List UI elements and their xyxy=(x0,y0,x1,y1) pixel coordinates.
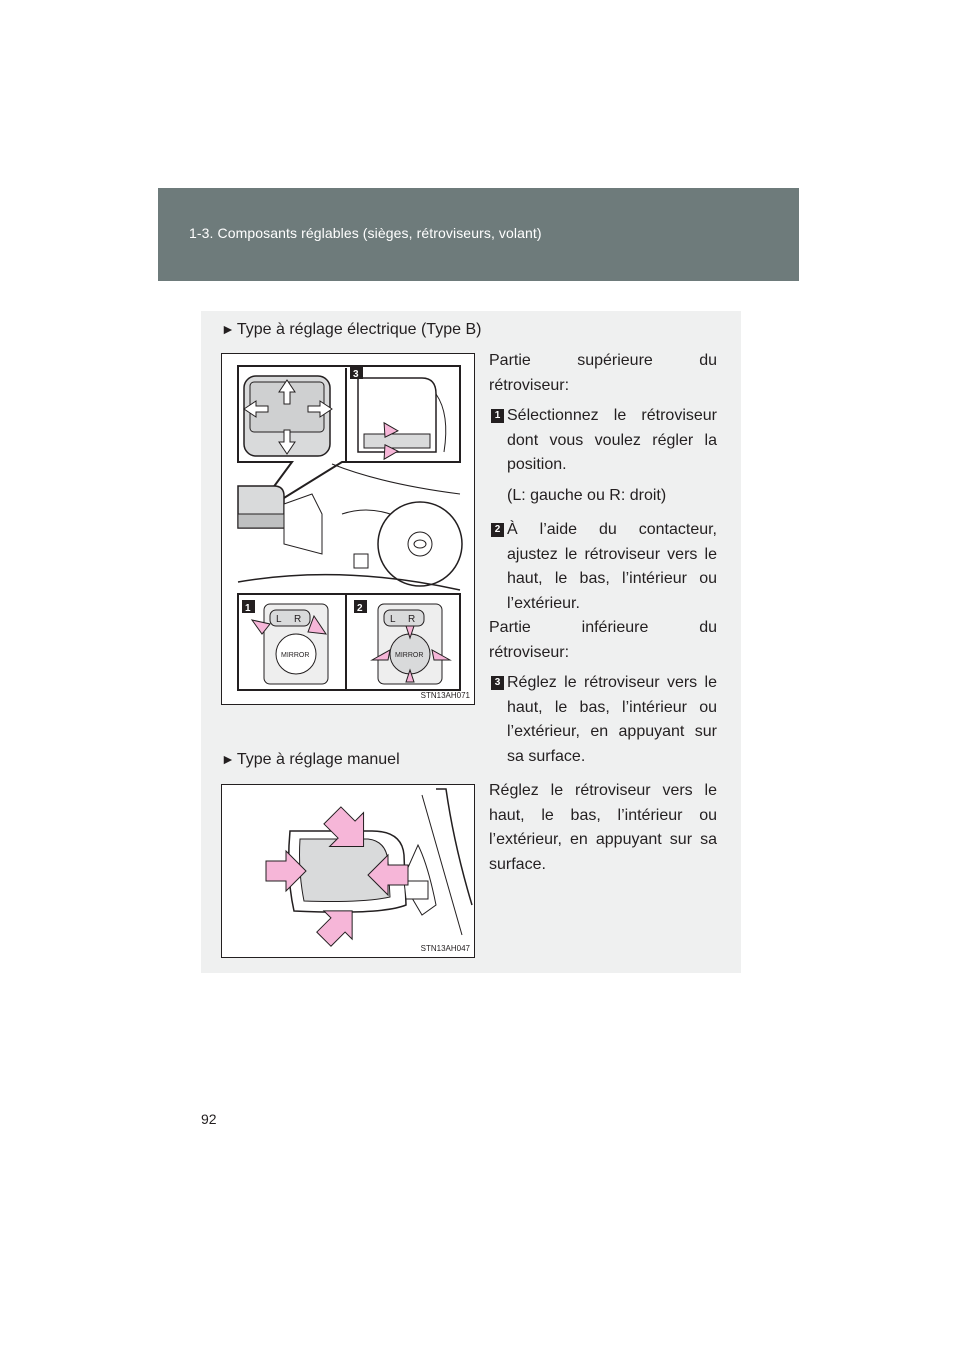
mirror-label-1: MIRROR xyxy=(281,652,310,659)
upper-label-line2: rétroviseur: xyxy=(489,376,570,394)
manual-heading: ► Type à réglage manuel xyxy=(221,751,400,768)
manual-mirror-illustration xyxy=(222,785,474,957)
electric-text xyxy=(489,349,717,769)
upper-label-line1: Partie supérieure du xyxy=(489,352,717,369)
step-1-note: (L: gauche ou R: droit) xyxy=(507,486,667,504)
figure-code-2: STN13AH047 xyxy=(420,944,470,953)
content-panel xyxy=(201,311,741,973)
step-3-number: 3 xyxy=(491,676,504,690)
electric-mirror-illustration xyxy=(222,354,474,704)
electric-heading: ► Type à réglage électrique (Type B) xyxy=(221,321,482,338)
switch-L-1: L xyxy=(276,614,282,625)
step-3-text: Réglez le rétroviseur vers le haut, le bas, l’intérieur ou l’extérieur, en appuyant sur sa surface. xyxy=(507,674,717,765)
page-number: 92 xyxy=(201,1111,217,1127)
switch-L-2: L xyxy=(390,614,396,625)
lower-label-line2: rétroviseur: xyxy=(489,643,570,661)
figure-code-1: STN13AH071 xyxy=(420,691,470,700)
lower-label-line1: Partie inférieure du xyxy=(489,619,717,636)
step-1-number: 1 xyxy=(491,409,504,423)
manual-text: Réglez le rétroviseur vers le haut, le bas, l’intérieur ou l’extérieur, en appuyant sur sa surface. xyxy=(489,782,717,873)
step-2 xyxy=(489,518,717,616)
step-2-text: À l’aide du contacteur, ajustez le rétroviseur vers le haut, le bas, l’intérieur ou l’extérieur. xyxy=(507,521,717,612)
triangle-bullet-icon: ► xyxy=(221,321,235,337)
manual-mirror-figure xyxy=(221,784,475,958)
callout-3: 3 xyxy=(353,369,359,380)
callout-1: 1 xyxy=(245,603,251,614)
callout-2: 2 xyxy=(357,603,363,614)
switch-R-1: R xyxy=(294,614,302,625)
step-2-number: 2 xyxy=(491,523,504,537)
triangle-bullet-icon: ► xyxy=(221,751,235,767)
mirror-label-2: MIRROR xyxy=(395,652,424,659)
electric-mirror-figure xyxy=(221,353,475,705)
step-3 xyxy=(489,671,717,769)
section-header xyxy=(158,188,799,281)
step-1 xyxy=(489,404,717,508)
switch-R-2: R xyxy=(408,614,416,625)
section-title: 1-3. Composants réglables (sièges, rétroviseurs, volant) xyxy=(189,225,542,241)
step-1-text: Sélectionnez le rétroviseur dont vous voulez régler la position. xyxy=(507,407,717,473)
